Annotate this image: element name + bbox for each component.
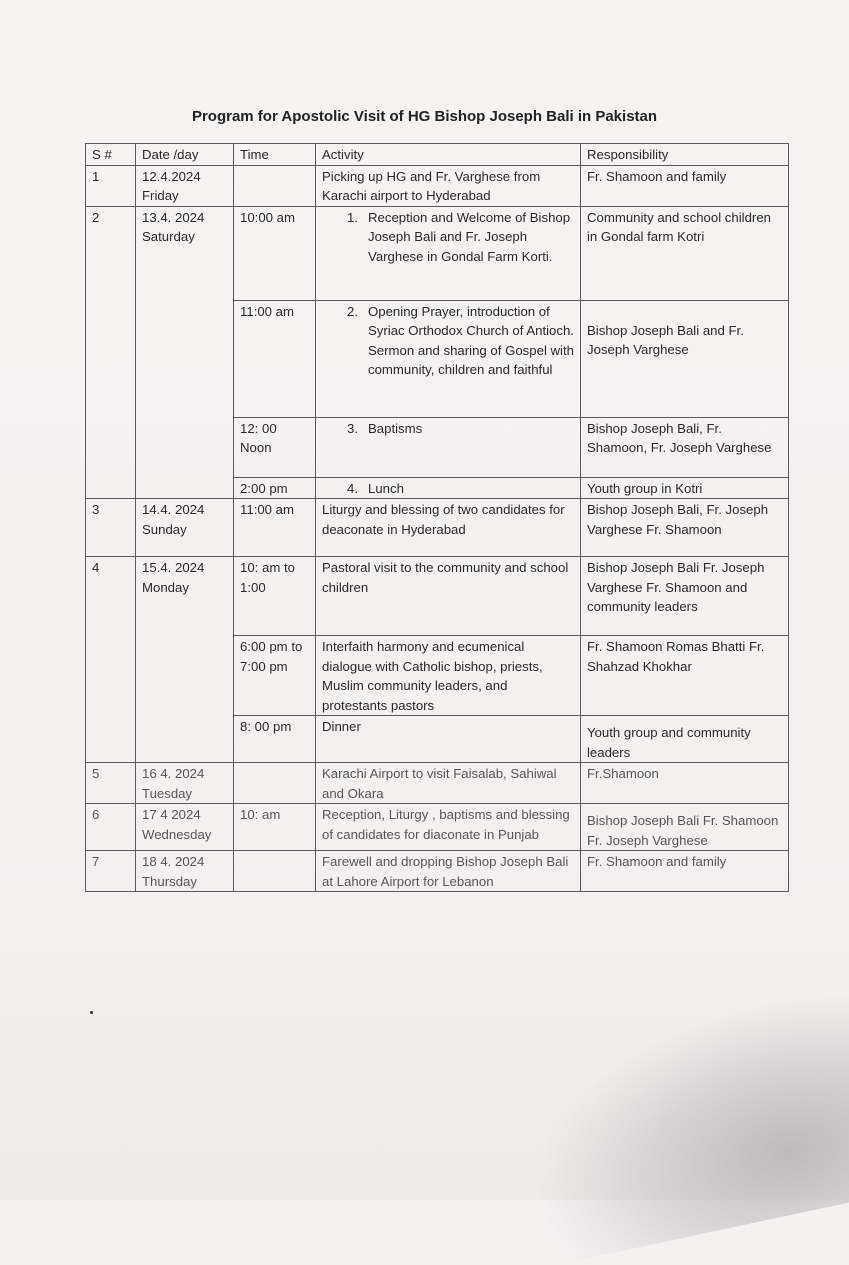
row-activity xyxy=(316,477,581,499)
row-activity xyxy=(316,206,581,300)
row-date-cell xyxy=(136,165,234,206)
row-responsibility: Fr. Shamoon and family xyxy=(581,165,789,206)
row-date-cell xyxy=(136,804,234,851)
row-date: 13.4. 2024 xyxy=(142,209,205,225)
row-responsibility: Bishop Joseph Bali Fr. Joseph Varghese Fr. Shamoon and community leaders xyxy=(581,557,789,636)
item-text: Baptisms xyxy=(368,420,423,436)
row-time: 2:00 pm xyxy=(234,477,316,499)
row-time: 11:00 am xyxy=(234,300,316,417)
table-row xyxy=(86,165,789,206)
item-text: Reception and Welcome of Bishop Joseph Bali and Fr. Joseph Varghese in Gondal Farm Korti. xyxy=(368,209,571,264)
row-time: 12: 00 Noon xyxy=(234,417,316,477)
row-sno: 1 xyxy=(86,165,136,206)
row-day: Tuesday xyxy=(142,785,193,801)
header-responsibility: Responsibility xyxy=(581,144,789,166)
row-responsibility: Fr. Shamoon and family xyxy=(581,851,789,892)
row-activity: Farewell and dropping Bishop Joseph Bali at Lahore Airport for Lebanon xyxy=(316,851,581,892)
row-responsibility-text: Youth group and community leaders xyxy=(587,725,751,760)
table-header-row xyxy=(86,144,789,166)
header-date: Date /day xyxy=(136,144,234,166)
row-date-cell xyxy=(136,499,234,557)
row-time: 10:00 am xyxy=(234,206,316,300)
row-sno: 5 xyxy=(86,763,136,804)
scan-shadow xyxy=(511,985,849,1265)
row-time xyxy=(234,851,316,892)
row-sno: 7 xyxy=(86,851,136,892)
table-row xyxy=(86,804,789,851)
row-time: 6:00 pm to 7:00 pm xyxy=(234,636,316,716)
row-sno: 2 xyxy=(86,206,136,499)
row-time xyxy=(234,763,316,804)
table-row xyxy=(86,499,789,557)
row-activity xyxy=(316,300,581,417)
stray-mark xyxy=(90,1011,93,1014)
row-day: Wednesday xyxy=(142,826,212,842)
row-day: Saturday xyxy=(142,229,195,244)
row-activity xyxy=(316,417,581,477)
header-sno: S # xyxy=(86,144,136,166)
row-time: 10: am xyxy=(234,804,316,851)
row-sno: 4 xyxy=(86,557,136,763)
row-time: 11:00 am xyxy=(234,499,316,557)
table-row xyxy=(86,557,789,636)
item-number: 4. xyxy=(347,480,358,496)
row-activity: Liturgy and blessing of two candidates for deaconate in Hyderabad xyxy=(316,499,581,557)
table-row xyxy=(86,851,789,892)
row-responsibility: Fr.Shamoon xyxy=(581,763,789,804)
item-number: 1. xyxy=(347,209,358,225)
row-responsibility: Youth group in Kotri xyxy=(581,477,789,499)
row-day: Sunday xyxy=(142,521,187,537)
page-title: Program for Apostolic Visit of HG Bishop Joseph Bali in Pakistan xyxy=(191,108,658,125)
row-responsibility: Fr. Shamoon Romas Bhatti Fr. Shahzad Khokhar xyxy=(581,636,789,716)
row-activity: Reception, Liturgy , baptisms and blessing of candidates for diaconate in Punjab xyxy=(316,804,581,851)
row-day: Friday xyxy=(142,188,179,203)
row-responsibility-text: Bishop Joseph Bali and Fr. Joseph Varghese xyxy=(587,322,744,357)
item-text: Opening Prayer, introduction of Syriac Orthodox Church of Antioch. Sermon and sharing of Gospel with community, children and faithful xyxy=(368,303,574,377)
row-date-cell xyxy=(136,206,234,499)
row-date-cell xyxy=(136,851,234,892)
row-activity: Interfaith harmony and ecumenical dialogue with Catholic bishop, priests, Muslim community leaders, and protestants pastors xyxy=(316,636,581,716)
row-date-cell xyxy=(136,557,234,763)
row-time: 10: am to 1:00 xyxy=(234,557,316,636)
item-number: 3. xyxy=(347,420,358,436)
table-row xyxy=(86,763,789,804)
row-sno: 3 xyxy=(86,499,136,557)
row-responsibility-text: Bishop Joseph Bali Fr. Shamoon Fr. Joseph Varghese xyxy=(587,813,779,848)
row-responsibility: Bishop Joseph Bali, Fr. Shamoon, Fr. Joseph Varghese xyxy=(581,417,789,477)
row-day: Thursday xyxy=(142,873,197,889)
row-date: 14.4. 2024 xyxy=(142,502,205,517)
row-responsibility xyxy=(581,804,789,851)
header-time: Time xyxy=(234,144,316,166)
row-date-cell xyxy=(136,763,234,804)
row-time: 8: 00 pm xyxy=(234,716,316,763)
row-day: Monday xyxy=(142,579,189,595)
row-date: 18 4. 2024 xyxy=(142,854,205,869)
row-date: 17 4 2024 xyxy=(142,807,201,822)
row-time xyxy=(234,165,316,206)
row-date: 15.4. 2024 xyxy=(142,560,205,575)
row-activity: Dinner xyxy=(316,716,581,763)
row-date: 12.4.2024 xyxy=(142,168,201,184)
table-row xyxy=(86,206,789,300)
row-sno: 6 xyxy=(86,804,136,851)
row-responsibility: Community and school children in Gondal farm Kotri xyxy=(581,206,789,300)
item-number: 2. xyxy=(347,303,358,319)
row-activity: Picking up HG and Fr. Varghese from Karachi airport to Hyderabad xyxy=(316,165,581,206)
header-activity: Activity xyxy=(316,144,581,166)
item-text: Lunch xyxy=(368,480,404,496)
row-responsibility xyxy=(581,716,789,763)
row-activity: Karachi Airport to visit Faisalab, Sahiwal and Okara xyxy=(316,763,581,804)
row-responsibility xyxy=(581,300,789,417)
schedule-table xyxy=(85,143,789,892)
row-date: 16 4. 2024 xyxy=(142,766,205,781)
row-responsibility: Bishop Joseph Bali, Fr. Joseph Varghese Fr. Shamoon xyxy=(581,499,789,557)
row-activity: Pastoral visit to the community and school children xyxy=(316,557,581,636)
